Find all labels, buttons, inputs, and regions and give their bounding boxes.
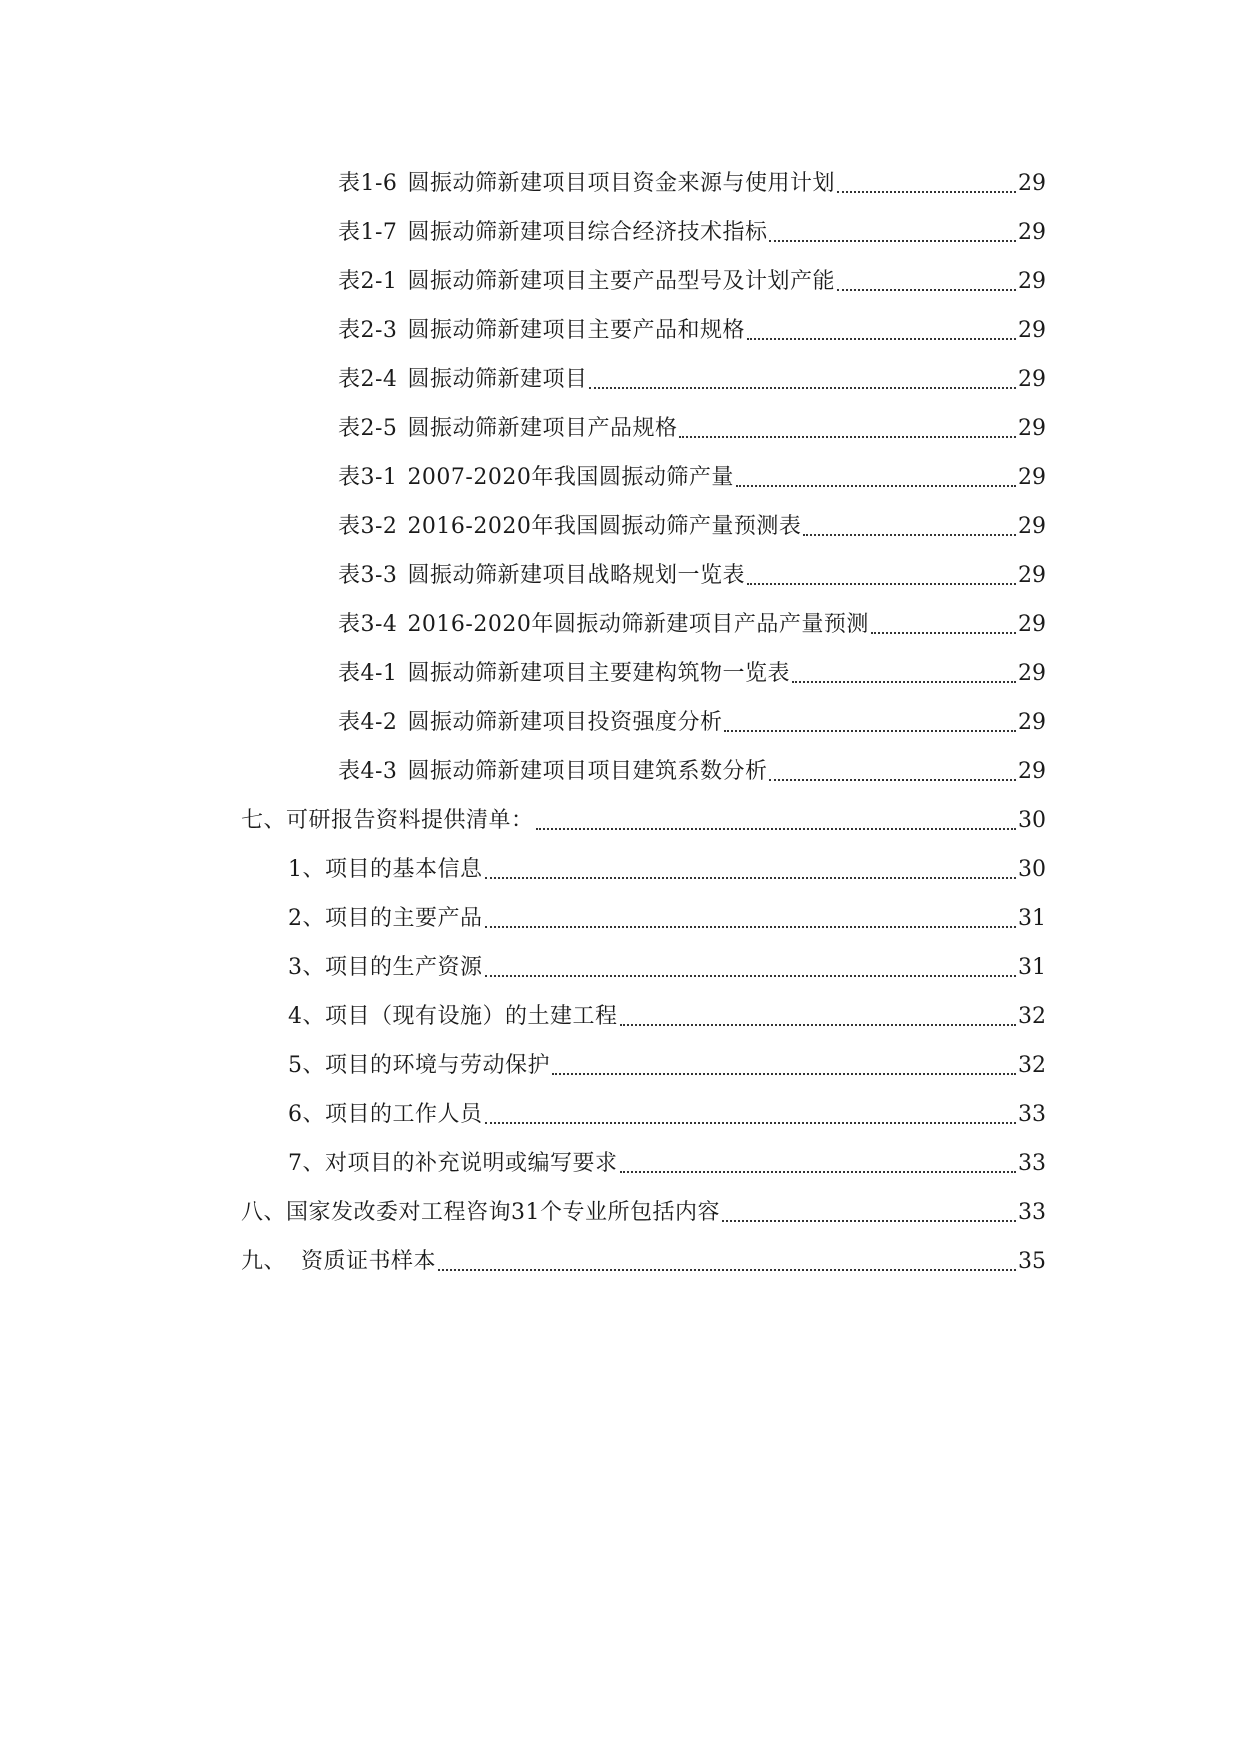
toc-entry-code: 表4-1 [338,661,398,686]
toc-entry-title: 圆振动筛新建项目项目资金来源与使用计划 [407,171,835,196]
dot-leader [485,876,1017,879]
dot-leader [722,1219,1016,1222]
toc-entry-title: 圆振动筛新建项目产品规格 [407,416,678,441]
dot-leader [792,680,1016,683]
dot-leader [769,778,1016,781]
toc-entry[interactable] [0,395,1241,444]
table-of-contents [0,150,1241,1277]
toc-entry-code: 表2-5 [338,416,398,441]
toc-entry-title: 7、对项目的补充说明或编写要求 [288,1151,618,1176]
toc-entry-title: 2016-2020年我国圆振动筛产量预测表 [407,514,802,539]
toc-subsection-entry[interactable] [0,983,1241,1032]
toc-entry-title: 2016-2020年圆振动筛新建项目产品产量预测 [407,612,869,637]
dot-leader [837,288,1016,291]
toc-entry-code: 表1-7 [338,220,398,245]
toc-entry-page-number: 31 [1018,955,1046,980]
toc-entry-page-number: 29 [1018,563,1046,588]
toc-entry-title: 圆振动筛新建项目战略规划一览表 [407,563,745,588]
toc-entry-label [338,757,767,787]
toc-entry-code: 表3-2 [338,514,398,539]
toc-entry-label [338,365,587,395]
toc-entry-label [338,512,801,542]
toc-entry[interactable] [0,248,1241,297]
toc-entry-page-number: 29 [1018,661,1046,686]
toc-entry-title: 圆振动筛新建项目主要建构筑物一览表 [407,661,790,686]
dot-leader [769,239,1016,242]
toc-entry-page-number: 33 [1018,1200,1046,1225]
toc-entry[interactable] [0,738,1241,787]
toc-entry-page-number: 30 [1018,808,1046,833]
toc-entry-title: 3、项目的生产资源 [288,955,483,980]
dot-leader [485,1121,1017,1124]
toc-entry-code: 表1-6 [338,171,398,196]
toc-entry-title: 2、项目的主要产品 [288,906,483,931]
toc-subsection-entry[interactable] [0,1130,1241,1179]
dot-leader [724,729,1016,732]
toc-entry-label [338,414,677,444]
toc-entry-title: 5、项目的环境与劳动保护 [288,1053,550,1078]
toc-entry-label [338,610,869,640]
dot-leader [803,533,1016,536]
toc-entry-title: 圆振动筛新建项目 [407,367,588,392]
toc-entry-title: 圆振动筛新建项目主要产品和规格 [407,318,745,343]
toc-entry-code: 表2-4 [338,367,398,392]
toc-entry-page-number: 30 [1018,857,1046,882]
toc-entry-title: 圆振动筛新建项目投资强度分析 [407,710,723,735]
toc-section-entry[interactable] [0,787,1241,836]
toc-entry-page-number: 35 [1018,1249,1046,1274]
toc-entry-title: 圆振动筛新建项目主要产品型号及计划产能 [407,269,835,294]
toc-subsection-entry[interactable] [0,885,1241,934]
dot-leader [620,1170,1017,1173]
toc-entry[interactable] [0,640,1241,689]
toc-entry-code: 表4-3 [338,759,398,784]
toc-entry[interactable] [0,297,1241,346]
toc-entry-code: 表3-1 [338,465,398,490]
toc-entry-label [338,561,745,591]
toc-entry-page-number: 29 [1018,514,1046,539]
toc-entry-label [338,267,835,297]
toc-entry-title: 6、项目的工作人员 [288,1102,483,1127]
toc-entry[interactable] [0,444,1241,493]
toc-entry-title: 八、国家发改委对工程咨询31个专业所包括内容 [241,1200,720,1225]
toc-section-entry[interactable] [0,1179,1241,1228]
toc-entry-page-number: 29 [1018,759,1046,784]
toc-entry-page-number: 29 [1018,465,1046,490]
toc-entry-title: 2007-2020年我国圆振动筛产量 [407,465,734,490]
toc-entry-label [338,659,790,689]
toc-entry-code: 表3-4 [338,612,398,637]
dot-leader [485,974,1017,977]
dot-leader [589,386,1016,389]
toc-entry[interactable] [0,542,1241,591]
toc-entry[interactable] [0,199,1241,248]
toc-entry-page-number: 33 [1018,1151,1046,1176]
toc-entry-title: 1、项目的基本信息 [288,857,483,882]
toc-entry-title: 圆振动筛新建项目综合经济技术指标 [407,220,768,245]
toc-entry-label [338,316,745,346]
toc-entry-page-number: 29 [1018,269,1046,294]
toc-entry-page-number: 31 [1018,906,1046,931]
dot-leader [736,484,1016,487]
dot-leader [837,190,1016,193]
toc-entry-page-number: 32 [1018,1004,1046,1029]
toc-entry-title: 七、可研报告资料提供清单： [241,808,534,833]
toc-entry-title: 圆振动筛新建项目项目建筑系数分析 [407,759,768,784]
toc-entry-page-number: 29 [1018,318,1046,343]
dot-leader [620,1023,1017,1026]
toc-subsection-entry[interactable] [0,934,1241,983]
dot-leader [485,925,1017,928]
toc-entry[interactable] [0,493,1241,542]
toc-entry-page-number: 29 [1018,416,1046,441]
toc-entry-title: 九、 资质证书样本 [241,1249,436,1274]
toc-entry[interactable] [0,689,1241,738]
dot-leader [438,1268,1016,1271]
toc-entry-code: 表2-3 [338,318,398,343]
toc-entry[interactable] [0,150,1241,199]
toc-entry-page-number: 32 [1018,1053,1046,1078]
toc-entry-label [338,218,767,248]
toc-entry-label [338,708,722,738]
dot-leader [871,631,1016,634]
toc-subsection-entry[interactable] [0,1081,1241,1130]
toc-entry-page-number: 29 [1018,612,1046,637]
toc-entry-code: 表2-1 [338,269,398,294]
toc-entry[interactable] [0,591,1241,640]
toc-subsection-entry[interactable] [0,836,1241,885]
toc-entry[interactable] [0,346,1241,395]
toc-entry-code: 表3-3 [338,563,398,588]
toc-entry-page-number: 29 [1018,367,1046,392]
toc-entry-page-number: 29 [1018,710,1046,735]
toc-entry-label [338,169,835,199]
dot-leader [747,582,1016,585]
dot-leader [552,1072,1016,1075]
toc-entry-page-number: 29 [1018,220,1046,245]
dot-leader [679,435,1016,438]
toc-subsection-entry[interactable] [0,1032,1241,1081]
toc-entry-page-number: 33 [1018,1102,1046,1127]
toc-entry-title: 4、项目（现有设施）的土建工程 [288,1004,618,1029]
dot-leader [536,827,1016,830]
dot-leader [747,337,1016,340]
toc-entry-label [338,463,734,493]
toc-entry-page-number: 29 [1018,171,1046,196]
toc-section-entry[interactable] [0,1228,1241,1277]
toc-entry-code: 表4-2 [338,710,398,735]
